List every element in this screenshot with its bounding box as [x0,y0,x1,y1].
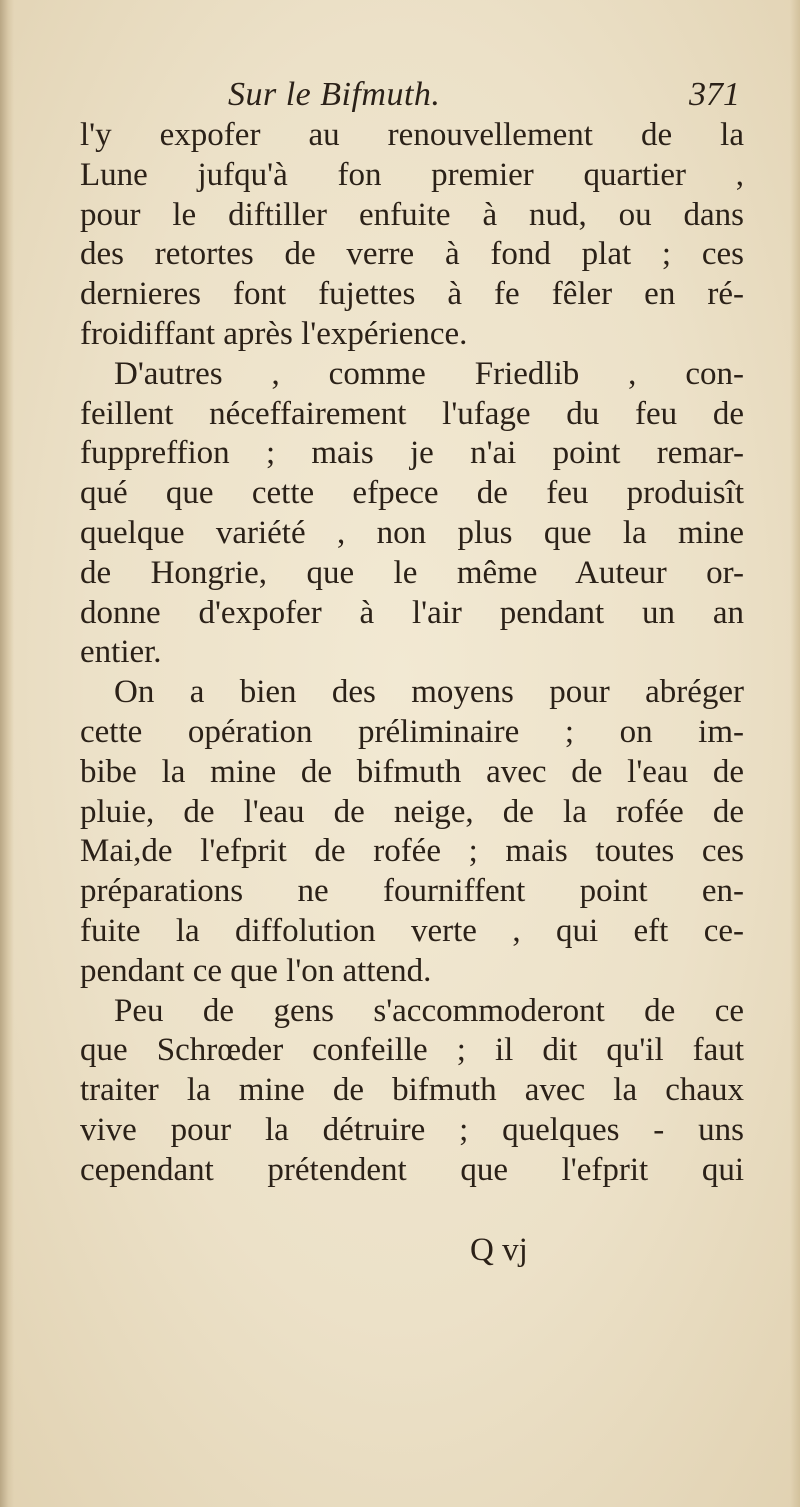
text-line: pluie, de l'eau de neige, de la rofée de [80,793,744,830]
text-line: Peu de gens s'accommoderont de ce [114,992,744,1029]
text-line: dernieres font fujettes à fe fêler en ré- [80,276,744,313]
text-line: traiter la mine de bifmuth avec la chaux [80,1072,744,1109]
text-line: vive pour la détruire ; quelques - uns [80,1111,744,1148]
text-line: cependant prétendent que l'efprit qui [80,1151,744,1188]
page-header [80,70,740,120]
page-edge [790,0,800,1507]
page-number: 371 [689,76,740,113]
text-line: que Schrœder confeille ; il dit qu'il faut [80,1032,744,1069]
text-line: entier. [80,634,162,671]
text-line: quelque variété , non plus que la mine [80,514,744,551]
running-title: Sur le Bifmuth. [228,76,441,113]
text-line: On a bien des moyens pour abréger [114,674,744,711]
text-line: fuite la diffolution verte , qui eft ce- [80,912,744,949]
text-line: Lune jufqu'à fon premier quartier , [80,156,744,193]
text-line: pendant ce que l'on attend. [80,952,432,989]
text-line: D'autres , comme Friedlib , con- [114,355,744,392]
page-gutter-shadow [0,0,14,1507]
text-line: bibe la mine de bifmuth avec de l'eau de [80,753,744,790]
text-line: des retortes de verre à fond plat ; ces [80,236,744,273]
text-line: l'y expofer au renouvellement de la [80,117,744,153]
text-line: froidiffant après l'expérience. [80,315,468,352]
text-line: de Hongrie, que le même Auteur or- [80,554,744,591]
text-line: feillent néceffairement l'ufage du feu de [80,395,744,432]
signature-mark: Q vj [470,1232,528,1268]
text-line: qué que cette efpece de feu produisît [80,475,744,512]
text-line: pour le diftiller enfuite à nud, ou dans [80,196,744,233]
text-line: fuppreffion ; mais je n'ai point remar- [80,435,744,472]
text-line: donne d'expofer à l'air pendant un an [80,594,744,631]
text-line: cette opération préliminaire ; on im- [80,713,744,750]
text-line: préparations ne fourniffent point en- [80,873,744,910]
body-text [80,116,744,1191]
text-line: Mai,de l'efprit de rofée ; mais toutes ces [80,833,744,870]
